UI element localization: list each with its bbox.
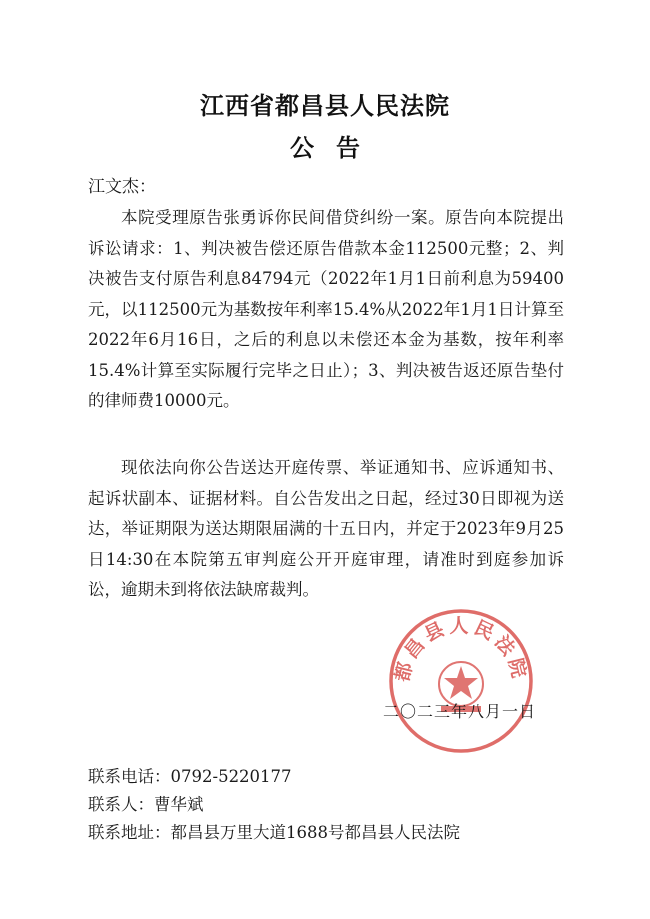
body-paragraph-claims: 本院受理原告张勇诉你民间借贷纠纷一案。原告向本院提出诉讼请求：1、判决被告偿还原告借款本金112500元整；2、判决被告支付原告利息84794元（2022年1月1日前利息为59400元，以112500元为基数按年利率15.4%从2022年1月1日计算至2022年6月16日，之后的利息以未偿还本金为基数，按年利率15.4%计算至实际履行完毕之日止）；3、判决被告返还原告垫付的律师费10000元。 <box>88 208 564 410</box>
body-paragraph-notice: 现依法向你公告送达开庭传票、举证通知书、应诉通知书、起诉状副本、证据材料。自公告发出之日起，经过30日即视为送达，举证期限为送达期限届满的十五日内，并定于2023年9月25日14:30在本院第五审判庭公开开庭审理，请准时到庭参加诉讼，逾期未到将依法缺席裁判。 <box>88 458 564 599</box>
contact-address-label: 联系地址： <box>88 823 171 842</box>
addressee: 江文杰： <box>88 177 156 197</box>
contact-address-value: 都昌县万里大道1688号都昌县人民法院 <box>170 823 460 842</box>
contact-phone-label: 联系电话： <box>88 767 171 786</box>
svg-text:都昌县人民法院: 都昌县人民法院 <box>391 614 531 684</box>
document-title: 江西省都昌县人民法院 <box>200 92 450 120</box>
contact-person-row <box>88 791 204 815</box>
issue-date: 二〇二三年八月一日 <box>383 702 537 721</box>
contact-phone-row <box>88 763 292 787</box>
contact-person-label: 联系人： <box>88 795 154 814</box>
contact-person-value: 曹华斌 <box>154 795 204 814</box>
document-subtitle: 公告 <box>290 134 382 162</box>
contact-address-row <box>88 819 460 843</box>
court-seal-icon <box>386 606 536 756</box>
contact-phone-value: 0792-5220177 <box>170 767 292 786</box>
